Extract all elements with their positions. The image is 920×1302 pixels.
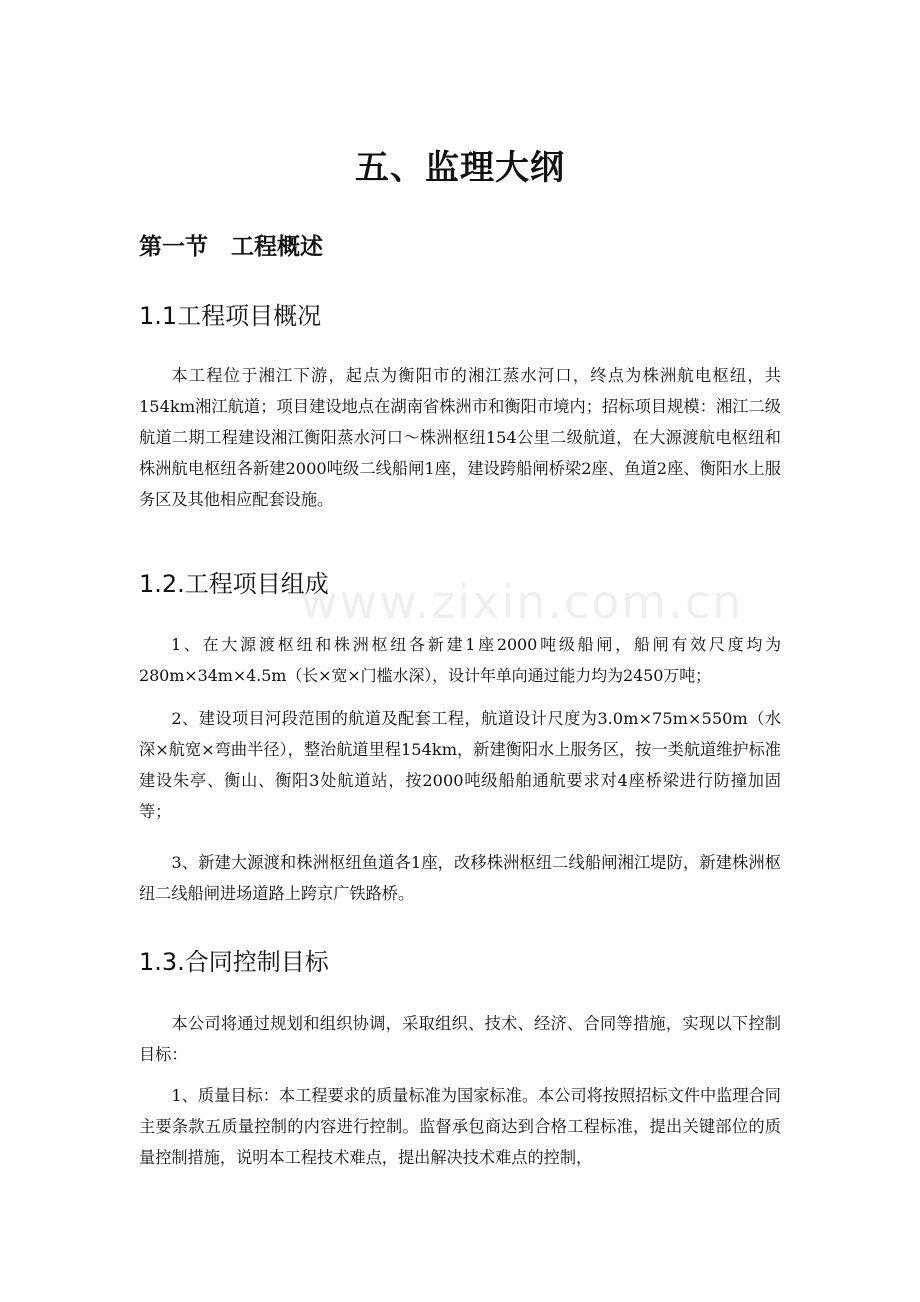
watermark: www.zixin.com.cn xyxy=(300,575,744,629)
paragraph-contract-intro: 本公司将通过规划和组织协调，采取组织、技术、经济、合同等措施，实现以下控制目标： xyxy=(139,1014,781,1064)
section-heading: 第一节 工程概述 xyxy=(139,234,323,260)
paragraph-project-overview: 本工程位于湘江下游，起点为衡阳市的湘江蒸水河口，终点为株洲航电枢纽，共154km湘江航道；项目建设地点在湖南省株洲市和衡阳市境内；招标项目规模：湘江二级航道二期工程建设湘江衡阳蒸水河口～株洲枢纽154公里二级航道，在大源渡航电枢纽和株洲航电枢纽各新建2000吨级二线船闸1座，建设跨船闸桥梁2座、鱼道2座、衡阳水上服务区及其他相应配套设施。 xyxy=(139,366,781,509)
page-title: 五、监理大纲 xyxy=(355,148,565,188)
subsection-heading-1-1: 1.1工程项目概况 xyxy=(139,302,322,330)
paragraph-composition-item-3: 3、新建大源渡和株洲枢纽鱼道各1座，改移株洲枢纽二线船闸湘江堤防，新建株洲枢纽二线船闸进场道路上跨京广铁路桥。 xyxy=(139,853,781,903)
paragraph-composition-item-2: 2、建设项目河段范围的航道及配套工程，航道设计尺度为3.0m×75m×550m（水深×航宽×弯曲半径），整治航道里程154km，新建衡阳水上服务区，按一类航道维护标准建设朱亭、衡山、衡阳3处航道站，按2000吨级船舶通航要求对4座桥梁进行防撞加固等； xyxy=(139,709,781,821)
subsection-heading-1-3: 1.3.合同控制目标 xyxy=(139,948,329,976)
subsection-heading-1-2: 1.2.工程项目组成 xyxy=(139,570,329,598)
paragraph-quality-target: 1、质量目标：本工程要求的质量标准为国家标准。本公司将按照招标文件中监理合同主要条款五质量控制的内容进行控制。监督承包商达到合格工程标准，提出关键部位的质量控制措施，说明本工程技术难点，提出解决技术难点的控制， xyxy=(139,1086,781,1167)
paragraph-composition-item-1: 1、在大源渡枢纽和株洲枢纽各新建1座2000吨级船闸，船闸有效尺度均为280m×34m×4.5m（长×宽×门槛水深），设计年单向通过能力均为2450万吨； xyxy=(139,635,781,685)
